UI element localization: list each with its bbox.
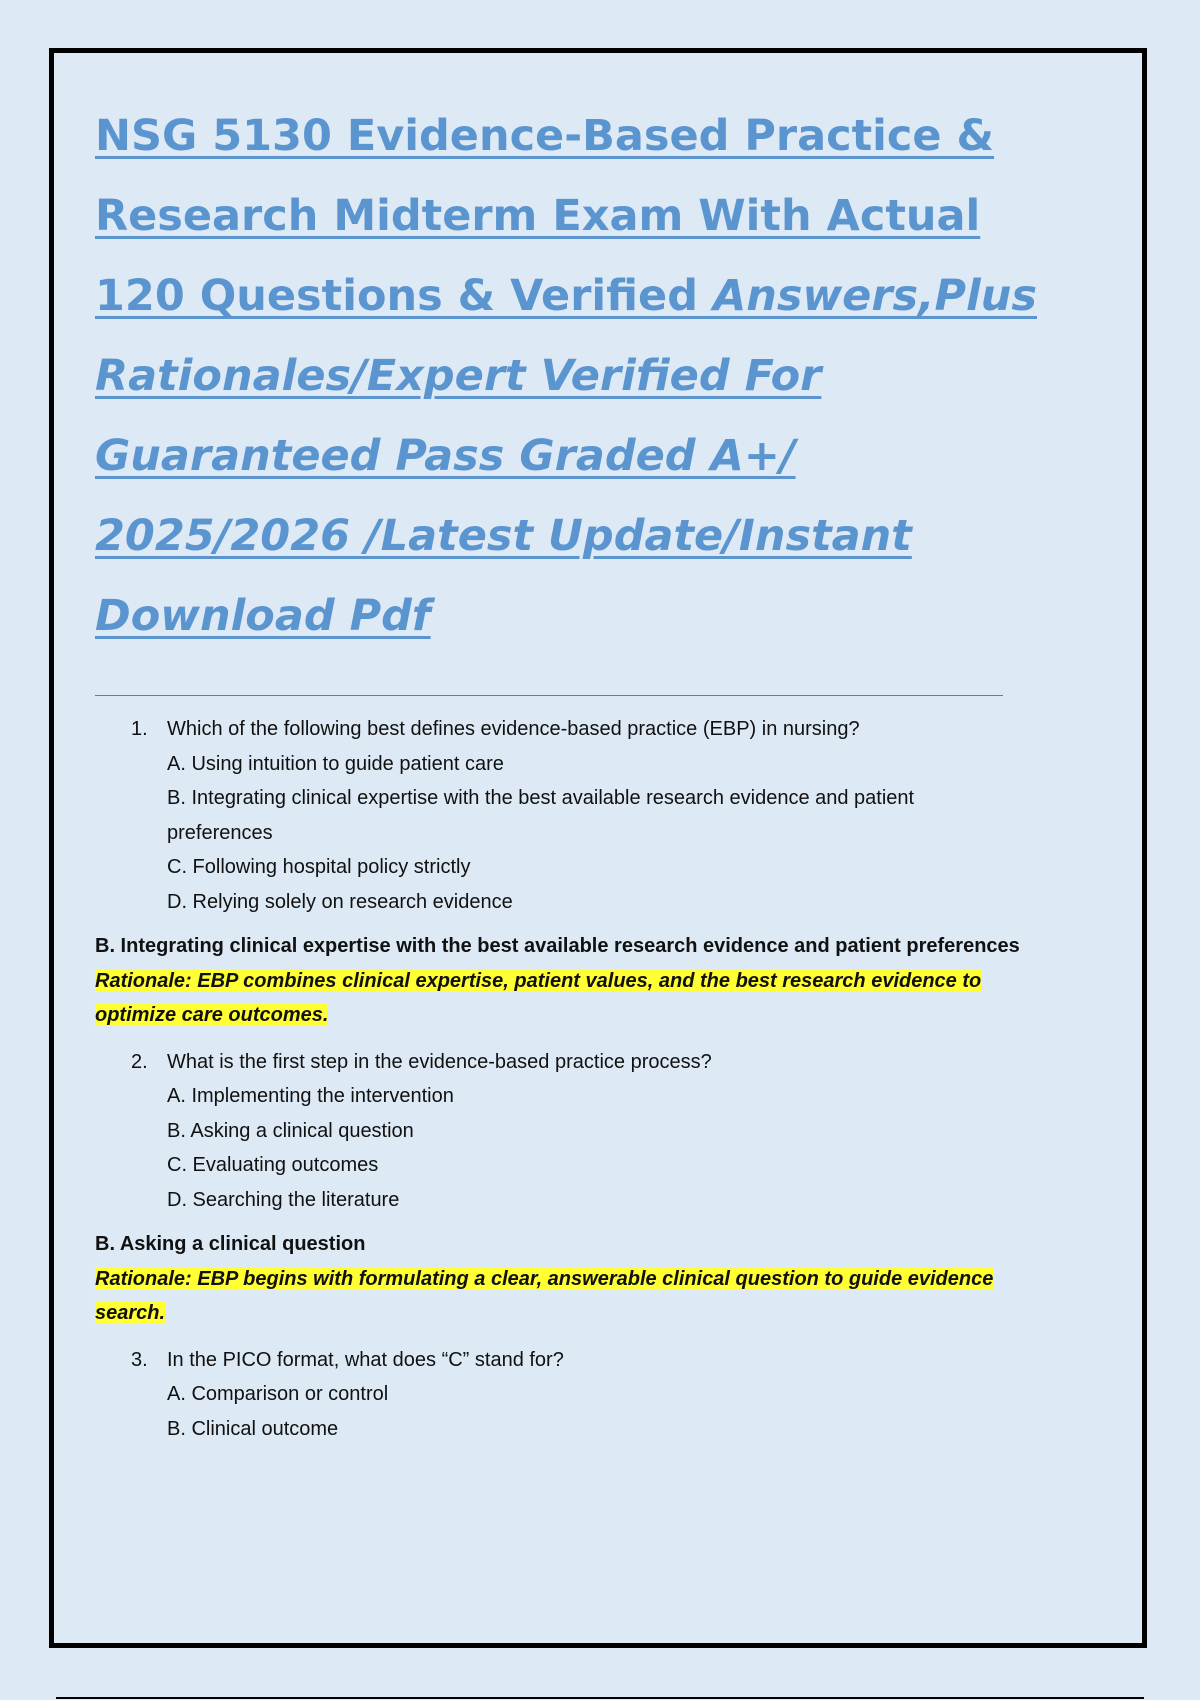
question-number: 1. bbox=[131, 718, 148, 740]
title-line-5[interactable]: Guaranteed Pass Graded A+/ bbox=[95, 431, 796, 481]
divider bbox=[95, 695, 1003, 696]
title-line-2[interactable]: Research Midterm Exam With Actual bbox=[95, 191, 981, 241]
answer-2: B. Asking a clinical question bbox=[95, 1233, 366, 1255]
question-3 bbox=[131, 1343, 1025, 1447]
question-2 bbox=[131, 1045, 1025, 1218]
option-d: D. Relying solely on research evidence bbox=[167, 890, 513, 913]
option-b: B. Clinical outcome bbox=[167, 1417, 339, 1440]
title-line-3-regular[interactable]: 120 Questions & Verified bbox=[95, 271, 713, 321]
option-c: C. Following hospital policy strictly bbox=[167, 856, 471, 878]
option-b: B. Asking a clinical question bbox=[167, 1119, 414, 1142]
title-line-1[interactable]: NSG 5130 Evidence-Based Practice & bbox=[95, 111, 995, 161]
option-a: A. Comparison or control bbox=[167, 1383, 389, 1405]
answer-1: B. Integrating clinical expertise with the best available research evidence and patient preferences bbox=[95, 935, 1020, 957]
rationale-1 bbox=[95, 964, 1025, 1033]
rationale-text: Rationale: EBP combines clinical expertise, patient values, and the best research evidence to optimize care outcomes. bbox=[95, 969, 982, 1026]
option-a: A. Implementing the intervention bbox=[167, 1085, 454, 1107]
question-text: In the PICO format, what does “C” stand for? bbox=[167, 1348, 564, 1371]
title-line-3[interactable] bbox=[95, 271, 1037, 321]
document-title[interactable] bbox=[95, 96, 1055, 656]
title-line-6[interactable]: 2025/2026 /Latest Update/Instant bbox=[95, 511, 912, 561]
question-number: 2. bbox=[131, 1050, 148, 1073]
question-text: Which of the following best defines evidence-based practice (EBP) in nursing? bbox=[167, 718, 860, 740]
rationale-2 bbox=[95, 1262, 1025, 1331]
rationale-text: Rationale: EBP begins with formulating a clear, answerable clinical question to guide evidence search. bbox=[95, 1267, 994, 1324]
question-number: 3. bbox=[131, 1348, 148, 1371]
title-line-3-italic[interactable]: Answers,Plus bbox=[712, 271, 1037, 321]
option-c: C. Evaluating outcomes bbox=[167, 1154, 379, 1176]
title-line-7[interactable]: Download Pdf bbox=[95, 591, 431, 641]
page-bottom-edge bbox=[56, 1697, 1144, 1699]
option-d: D. Searching the literature bbox=[167, 1188, 400, 1211]
option-a: A. Using intuition to guide patient care bbox=[167, 752, 504, 775]
title-line-4[interactable]: Rationales/Expert Verified For bbox=[95, 351, 822, 401]
question-1 bbox=[131, 712, 1025, 919]
question-list bbox=[95, 712, 1025, 1446]
option-b: B. Integrating clinical expertise with the best available research evidence and patient preferences bbox=[167, 787, 915, 844]
question-text: What is the first step in the evidence-based practice process? bbox=[167, 1050, 712, 1073]
